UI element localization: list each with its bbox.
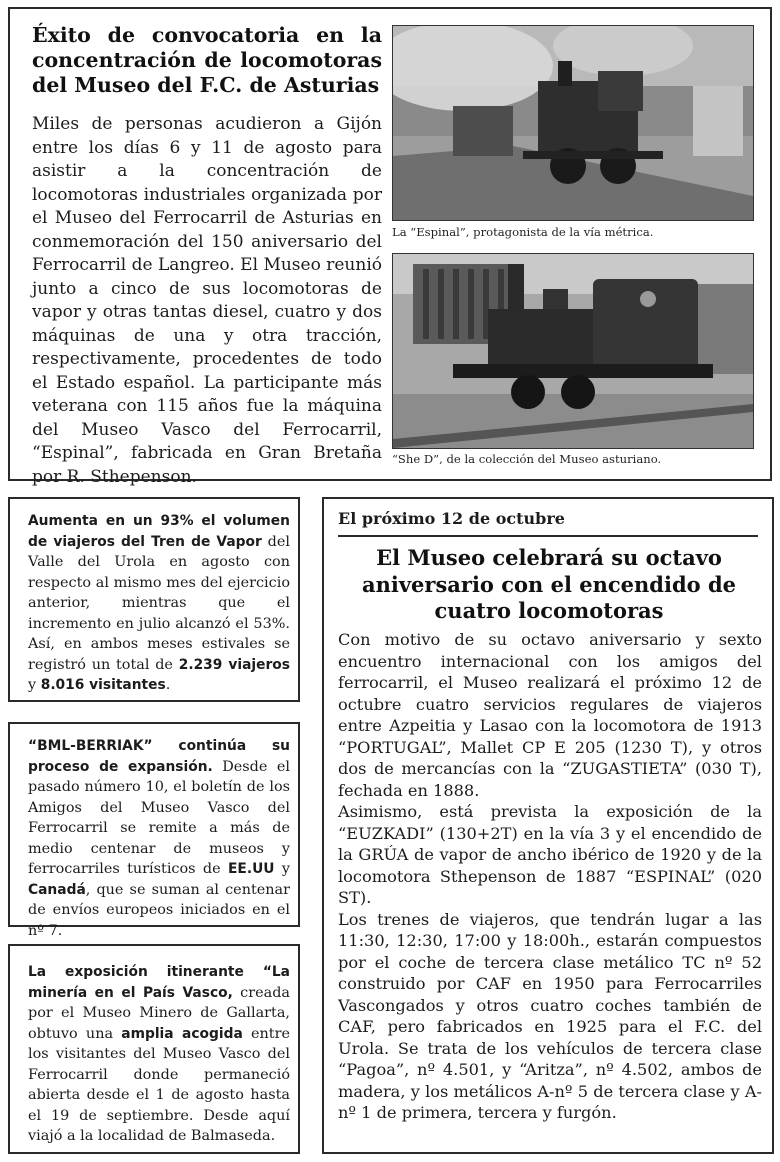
brief-body-2: y (274, 861, 290, 877)
brief-viajeros-count: 2.239 viajeros (178, 656, 290, 673)
brief-body-1: Desde el pasado número 10, el boletín de los Amigos del Museo Vasco del Ferrocarril se remite a más de medio centenar de museos y ferrocarriles turísticos de (28, 758, 290, 877)
brief-lead: “BML-BERRIAK” continúa su proceso de expansión. (28, 738, 290, 775)
brief-visitantes-count: 8.016 visitantes (40, 677, 166, 693)
brief-lead: Aumenta en un 93% el volumen de viajeros del Tren de Vapor (28, 513, 290, 550)
top-article (8, 7, 772, 487)
anniversary-article (322, 497, 774, 1154)
she-d-locomotive-image (393, 254, 753, 448)
brief-text (28, 962, 290, 1147)
brief-country-canada: Canadá (28, 881, 86, 898)
espinal-locomotive-image (393, 26, 753, 220)
article-paragraph-3: Los trenes de viajeros, que tendrán lugar a las 11:30, 12:30, 17:00 y 18:00h., estarán compuestos por el coche de tercera clase metálico TC nº 52 construido por CAF en 1950 para Ferrocarriles Vascongados y otros cuatro coches también de CAF, pero fabricados en 1925 para el F.C. del Urola. Se trata de los vehículos de tercera clase “Pagoa”, nº 4.501, y “Aritza”, nº 4.502, ambos de madera, y los metálicos A-nº 5 de tercera clase y A-nº 1 de primera, tercera y furgón. (338, 909, 762, 1122)
brief-country-usa: EE.UU (228, 861, 275, 877)
brief-body-1: creada por el Museo Minero de Gallarta, obtuvo una (28, 984, 290, 1042)
top-article-title: Éxito de convocatoria en la concentración de locomotoras del Museo del F.C. de Asturias (32, 23, 382, 97)
brief-emphasis: amplia acogida (121, 1025, 243, 1042)
brief-body-3: , que se suman al centenar de envíos europeos iniciados en el nº 7. (28, 881, 290, 939)
brief-text (28, 736, 290, 941)
photo-espinal (392, 25, 754, 221)
brief-lead: La exposición itinerante “La minería en el País Vasco, (28, 964, 290, 1001)
article-body (338, 629, 762, 1124)
photo-she-d (392, 253, 754, 449)
brief-text (28, 511, 290, 696)
photo-she-d-caption: “She D”, de la colección del Museo asturiano. (392, 452, 662, 466)
article-paragraph-1: Con motivo de su octavo aniversario y sexto encuentro internacional con los amigos del ferrocarril, el Museo realizará el próximo 12 de octubre cuatro servicios regulares de viajeros entre Azpeitia y Lasao con la locomotora de 1913 “PORTUGAL”, Mallet CP E 205 (1230 T), y otros dos de mercancías con la “ZUGASTIETA” (030 T), fechada en 1888. (338, 630, 762, 800)
top-article-body: Miles de personas acudieron a Gijón entre los días 6 y 11 de agosto para asistir a la concentración de locomotoras industriales organizada por el Museo del Ferrocarril de Asturias en conmemoración del 150 aniversario del Ferrocarril de Langreo. El Museo reunió junto a cinco de sus locomotoras de vapor y otras tantas diesel, cuatro y dos máquinas de una y otra tracción, respectivamente, procedentes de todo el Estado español. La participante más veterana con 115 años fue la máquina del Museo Vasco del Ferrocarril, “Espinal”, fabricada en Gran Bretaña por R. Sthepenson. (32, 114, 382, 487)
photo-espinal-caption: La “Espinal”, protagonista de la vía métrica. (392, 225, 654, 239)
article-kicker: El próximo 12 de octubre (338, 509, 565, 528)
article-title: El Museo celebrará su octavo aniversario con el encendido de cuatro locomotoras (361, 545, 737, 623)
brief-body-1: del Valle del Urola en agosto con respecto al mismo mes del ejercicio anterior, mientras que el incremento en julio alcanzó el 53%. Así, en ambos meses estivales se registró un total de (28, 533, 290, 673)
brief-body-3: . (165, 677, 171, 693)
news-brief-tren-de-vapor (8, 497, 300, 702)
article-paragraph-2: Asimismo, está prevista la exposición de la “EUZKADI” (130+2T) en la vía 3 y el encendido de la GRÚA de vapor de ancho ibérico de 1920 y de la locomotora Sthepenson de 1887 “ESPINAL” (020 ST). (338, 802, 762, 907)
brief-body-2: entre los visitantes del Museo Vasco del Ferrocarril donde permaneció abierta desde el 1 de agosto hasta el 19 de septiembre. Desde aquí viajó a la localidad de Balmaseda. (28, 1025, 290, 1144)
brief-body-2: y (28, 677, 41, 693)
kicker-divider (338, 535, 758, 537)
news-brief-exposicion-mineria (8, 944, 300, 1154)
news-brief-bml-berriak (8, 722, 300, 939)
